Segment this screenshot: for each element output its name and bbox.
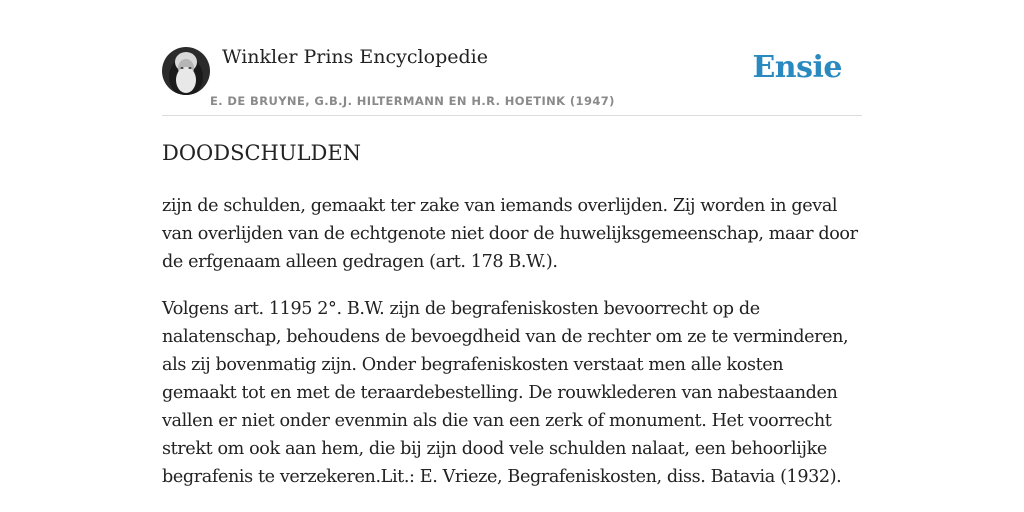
brand-logo[interactable]: Ensie — [752, 50, 842, 85]
article-paragraph: Volgens art. 1195 2°. B.W. zijn de begrafeniskosten bevoorrecht op de nalatenschap, behoudens de bevoegdheid van de rechter om ze te verminderen, als zij bovenmatig zijn. Onder begrafeniskosten verstaat men alle kosten gemaakt tot en met de teraardebestelling. De rouwklederen van nabestaanden vallen er niet onder evenmin als die van een zerk of monument. Het voorrecht strekt om ook aan hem, die bij zijn dood vele schulden nalaat, een behoorlijke begrafenis te verzekeren.Lit.: E. Vrieze, Begrafeniskosten, diss. Batavia (1932). — [162, 299, 849, 487]
authors-line: E. DE BRUYNE, G.B.J. HILTERMANN EN H.R. HOETINK (1947) — [210, 94, 615, 108]
author-portrait-icon — [162, 47, 210, 95]
entry-title: DOODSCHULDEN — [162, 141, 362, 165]
site-header — [162, 40, 862, 116]
article-paragraph: zijn de schulden, gemaakt ter zake van iemands overlijden. Zij worden in geval van overlijden van de echtgenote niet door de huwelijksgemeenschap, maar door de erfgenaam alleen gedragen (art. 178 B.W.). — [162, 196, 858, 272]
site-title[interactable]: Winkler Prins Encyclopedie — [222, 46, 488, 68]
article-body — [162, 192, 862, 510]
